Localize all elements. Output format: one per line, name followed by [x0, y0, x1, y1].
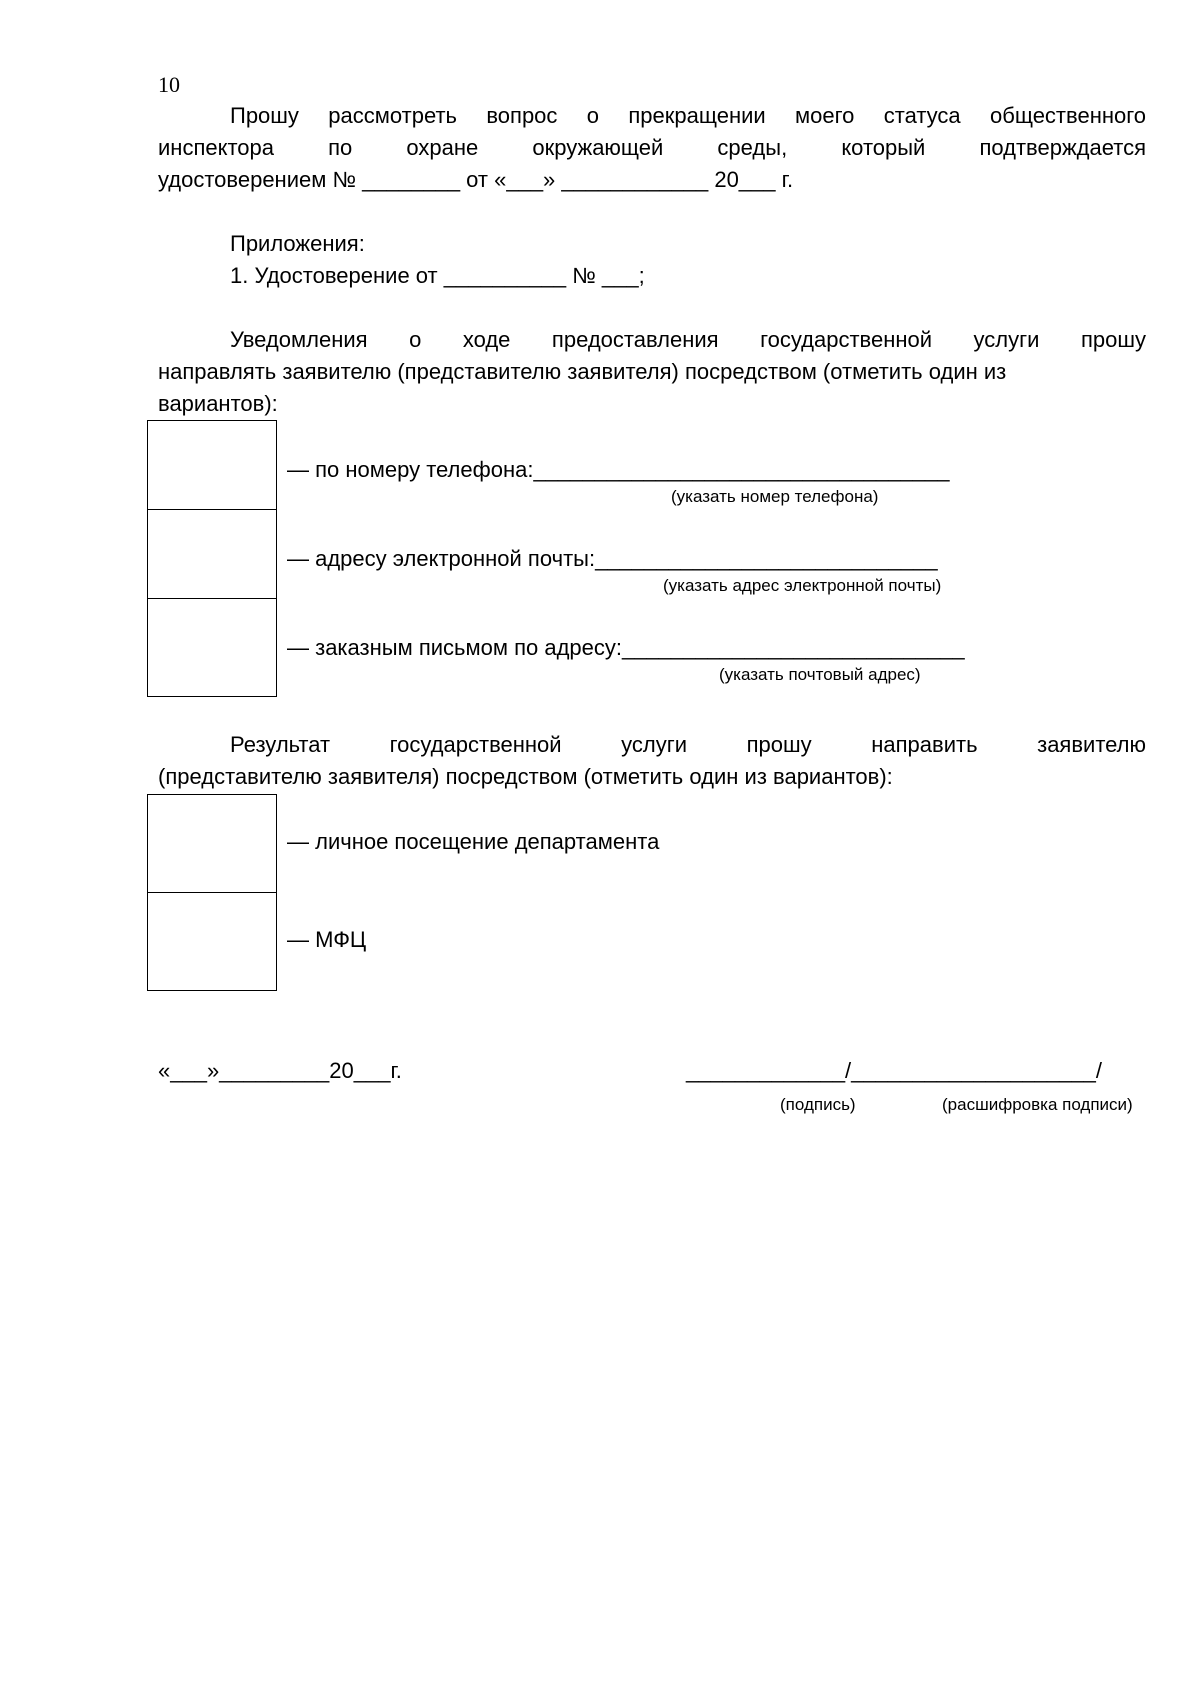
notification-hint-phone: (указать номер телефона)	[671, 487, 879, 506]
signature-date: «___»_________20___г.	[158, 1058, 402, 1083]
signature-hint: (подпись)	[780, 1095, 856, 1114]
notifications-line-1: Уведомления о ходе предоставления государственной услуги прошу	[230, 327, 1146, 352]
notification-hint-email: (указать адрес электронной почты)	[663, 576, 942, 595]
result-line-1: Результат государственной услуги прошу направить заявителю	[230, 732, 1146, 757]
notification-checkbox-email[interactable]	[148, 510, 276, 599]
request-line-2: инспектора по охране окружающей среды, который подтверждается	[158, 135, 1146, 160]
notification-checkbox-mail[interactable]	[148, 599, 276, 696]
page-number: 10	[158, 72, 180, 97]
notification-checkboxes	[147, 420, 277, 697]
result-checkbox-visit[interactable]	[148, 795, 276, 893]
result-checkboxes	[147, 794, 277, 991]
signature-decode-hint: (расшифровка подписи)	[942, 1095, 1133, 1114]
notifications-line-3: вариантов):	[158, 391, 278, 416]
attachments-item-1: 1. Удостоверение от __________ № ___;	[230, 263, 645, 288]
notifications-line-2: направлять заявителю (представителю заявителя) посредством (отметить один из	[158, 359, 1007, 384]
request-line-3: удостоверением № ________ от «___» ____________ 20___ г.	[158, 167, 794, 192]
result-option-visit: — личное посещение департамента	[287, 829, 660, 854]
notification-checkbox-phone[interactable]	[148, 421, 276, 510]
result-option-mfc: — МФЦ	[287, 927, 367, 952]
notification-option-phone: — по номеру телефона:__________________________________	[287, 457, 950, 482]
result-line-2: (представителю заявителя) посредством (отметить один из вариантов):	[158, 764, 893, 789]
notification-option-mail: — заказным письмом по адресу:____________________________	[287, 635, 965, 660]
signature-line: _____________/____________________/	[686, 1058, 1102, 1083]
attachments-title: Приложения:	[230, 231, 365, 256]
notification-hint-mail: (указать почтовый адрес)	[719, 665, 921, 684]
request-line-1: Прошу рассмотреть вопрос о прекращении моего статуса общественного	[230, 103, 1146, 128]
notification-option-email: — адресу электронной почты:____________________________	[287, 546, 938, 571]
result-checkbox-mfc[interactable]	[148, 893, 276, 990]
